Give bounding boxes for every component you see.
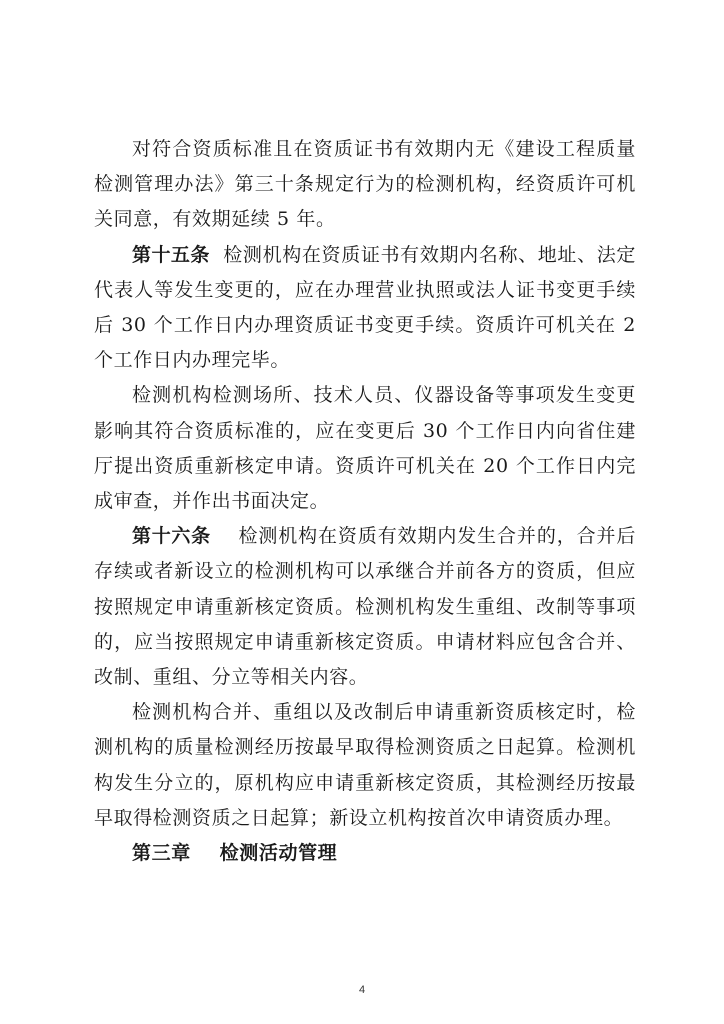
paragraph-text: 检测机构检测场所、技术人员、仪器设备等事项发生变更影响其符合资质标准的，应在变更后 30 个工作日内向省住建厅提出资质重新核定申请。资质许可机关在 20 个工作日内完成审查，并作出书面决定。: [94, 384, 636, 513]
paragraph-text: 检测机构在资质证书有效期内名称、地址、法定代表人等发生变更的，应在办理营业执照或法人证书变更手续后 30 个工作日内办理资质证书变更手续。资质许可机关在 2 个工作日内办理完毕。: [94, 243, 637, 372]
article-heading: 第十六条: [132, 525, 211, 548]
article-15-paragraph: [94, 238, 636, 379]
paragraph-merger-experience: [94, 695, 636, 836]
article-16-paragraph: [94, 519, 636, 695]
chapter-number: 第三章: [132, 842, 191, 865]
document-body: [94, 132, 636, 871]
paragraph-text: 检测机构合并、重组以及改制后申请重新资质核定时，检测机构的质量检测经历按最早取得检测资质之日起算。检测机构发生分立的，原机构应申请重新核定资质，其检测经历按最早取得检测资质之日起算；新设立机构按首次申请资质办理。: [94, 701, 636, 829]
chapter-title: 检测活动管理: [219, 842, 338, 865]
paragraph-text: 检测机构在资质有效期内发生合并的，合并后存续或者新设立的检测机构可以承继合并前各方的资质，但应按照规定申请重新核定资质。检测机构发生重组、改制等事项的，应当按照规定申请重新核定资质。申请材料应包含合并、改制、重组、分立等相关内容。: [94, 525, 636, 689]
article-heading: 第十五条: [132, 243, 210, 266]
chapter-heading: [94, 836, 636, 871]
paragraph-text: 对符合资质标准且在资质证书有效期内无《建设工程质量检测管理办法》第三十条规定行为的检测机构，经资质许可机关同意，有效期延续 5 年。: [94, 138, 636, 231]
page-number: 4: [358, 984, 366, 996]
paragraph-validity-extension: [94, 132, 636, 238]
paragraph-change-reassessment: [94, 378, 636, 519]
